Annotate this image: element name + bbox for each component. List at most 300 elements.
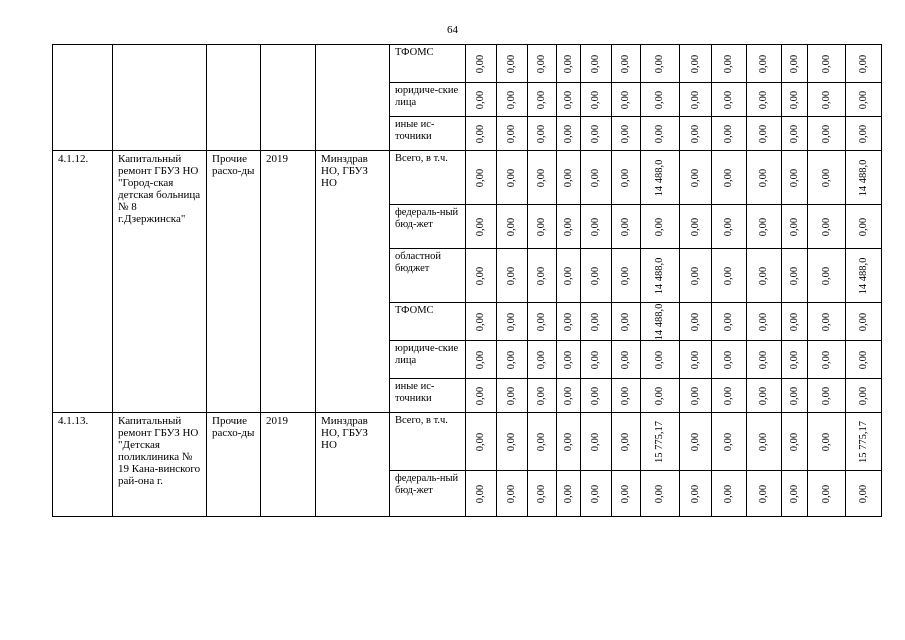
value-text: 14 488,0 — [857, 159, 869, 196]
value-cell — [557, 249, 581, 303]
value-cell — [747, 151, 782, 205]
value-cell — [557, 471, 581, 517]
value-text: 0,00 — [723, 90, 734, 109]
value-cell — [466, 45, 497, 83]
value-text: 0,00 — [788, 168, 800, 187]
value-text: 0,00 — [820, 484, 832, 503]
value-cell — [712, 379, 747, 413]
value-cell — [846, 83, 882, 117]
value-text: 0,00 — [475, 90, 486, 109]
value-cell — [528, 303, 557, 341]
value-text: 0,00 — [506, 484, 517, 503]
value-cell — [782, 117, 808, 151]
value-cell — [846, 249, 882, 303]
value-text: 0,00 — [620, 54, 631, 73]
value-text: 0,00 — [820, 266, 832, 285]
value-text: 0,00 — [820, 312, 832, 331]
value-cell — [581, 379, 612, 413]
value-cell — [557, 83, 581, 117]
value-text: 0,00 — [654, 90, 665, 109]
value-cell — [497, 341, 528, 379]
value-text: 0,00 — [590, 266, 601, 285]
value-text: 0,00 — [620, 312, 631, 331]
value-text: 0,00 — [506, 124, 517, 143]
value-text: 0,00 — [536, 386, 547, 405]
funding-source-cell: ТФОМС — [390, 45, 466, 83]
value-cell — [808, 379, 846, 413]
value-text: 0,00 — [689, 350, 701, 369]
value-text: 15 775,17 — [857, 420, 869, 463]
value-text: 0,00 — [689, 90, 701, 109]
value-cell — [466, 83, 497, 117]
value-text: 0,00 — [506, 350, 517, 369]
value-cell — [846, 303, 882, 341]
value-cell — [846, 341, 882, 379]
value-text: 14 488,0 — [654, 159, 665, 196]
item-year-cell: 2019 — [261, 413, 316, 517]
value-text: 0,00 — [506, 217, 517, 236]
value-cell — [466, 379, 497, 413]
value-text: 0,00 — [820, 217, 832, 236]
value-cell — [712, 83, 747, 117]
value-cell — [680, 379, 712, 413]
value-cell — [680, 413, 712, 471]
value-cell — [581, 303, 612, 341]
value-text: 0,00 — [723, 432, 734, 451]
value-cell — [747, 413, 782, 471]
value-text: 0,00 — [620, 90, 631, 109]
value-cell — [497, 249, 528, 303]
value-text: 0,00 — [475, 350, 486, 369]
value-text: 0,00 — [536, 432, 547, 451]
value-text: 0,00 — [475, 386, 486, 405]
value-text: 0,00 — [723, 386, 734, 405]
value-text: 0,00 — [857, 484, 869, 503]
value-text: 0,00 — [788, 386, 800, 405]
value-text: 0,00 — [506, 90, 517, 109]
value-cell — [612, 117, 641, 151]
value-cell — [808, 471, 846, 517]
value-text: 0,00 — [654, 484, 665, 503]
value-text: 0,00 — [857, 90, 869, 109]
value-cell — [808, 341, 846, 379]
value-text: 0,00 — [857, 217, 869, 236]
value-text: 0,00 — [788, 312, 800, 331]
value-cell — [612, 45, 641, 83]
funding-source-cell: Всего, в т.ч. — [390, 413, 466, 471]
value-cell — [466, 205, 497, 249]
value-cell — [680, 83, 712, 117]
value-cell — [612, 413, 641, 471]
value-text: 0,00 — [820, 386, 832, 405]
value-cell — [680, 117, 712, 151]
value-cell — [712, 249, 747, 303]
value-text: 0,00 — [536, 168, 547, 187]
value-cell — [680, 205, 712, 249]
value-cell — [497, 413, 528, 471]
value-cell — [557, 45, 581, 83]
item-executor-cell — [316, 45, 390, 151]
value-text: 0,00 — [788, 432, 800, 451]
value-text: 0,00 — [475, 312, 486, 331]
value-cell — [557, 413, 581, 471]
value-cell — [612, 205, 641, 249]
funding-source-cell: юридиче-ские лица — [390, 341, 466, 379]
value-cell — [680, 303, 712, 341]
value-cell — [497, 45, 528, 83]
value-cell — [712, 341, 747, 379]
value-text: 0,00 — [620, 484, 631, 503]
value-text: 0,00 — [562, 350, 574, 369]
value-text: 0,00 — [506, 312, 517, 331]
value-text: 0,00 — [620, 124, 631, 143]
value-text: 0,00 — [536, 484, 547, 503]
value-cell — [612, 379, 641, 413]
value-text: 0,00 — [857, 386, 869, 405]
funding-source-cell: областной бюджет — [390, 249, 466, 303]
value-cell — [712, 45, 747, 83]
value-cell — [808, 151, 846, 205]
value-cell — [557, 151, 581, 205]
value-text: 0,00 — [562, 168, 574, 187]
value-cell — [497, 379, 528, 413]
funding-source-cell: юридиче-ские лица — [390, 83, 466, 117]
value-cell — [581, 117, 612, 151]
value-text: 0,00 — [857, 350, 869, 369]
item-number-cell: 4.1.12. — [53, 151, 113, 413]
value-cell — [581, 45, 612, 83]
value-cell — [641, 205, 680, 249]
value-cell — [747, 341, 782, 379]
funding-source-cell: иные ис-точники — [390, 117, 466, 151]
value-text: 0,00 — [788, 54, 800, 73]
value-cell — [782, 413, 808, 471]
value-cell — [528, 205, 557, 249]
value-text: 0,00 — [562, 217, 574, 236]
table-row — [53, 45, 882, 83]
value-cell — [712, 205, 747, 249]
value-cell — [528, 379, 557, 413]
value-text: 0,00 — [788, 266, 800, 285]
value-cell — [466, 117, 497, 151]
value-cell — [641, 45, 680, 83]
value-text: 0,00 — [590, 54, 601, 73]
value-cell — [641, 151, 680, 205]
value-text: 0,00 — [562, 386, 574, 405]
value-text: 0,00 — [562, 312, 574, 331]
value-text: 0,00 — [689, 386, 701, 405]
value-text: 0,00 — [689, 217, 701, 236]
value-text: 0,00 — [689, 312, 701, 331]
value-cell — [808, 303, 846, 341]
value-cell — [641, 471, 680, 517]
value-text: 0,00 — [723, 217, 734, 236]
table-row — [53, 151, 882, 205]
value-cell — [680, 151, 712, 205]
value-text: 14 488,0 — [654, 257, 665, 294]
item-type-cell: Прочие расхо-ды — [207, 151, 261, 413]
value-cell — [466, 303, 497, 341]
value-text: 0,00 — [820, 350, 832, 369]
value-text: 0,00 — [536, 217, 547, 236]
value-cell — [581, 341, 612, 379]
value-cell — [846, 379, 882, 413]
value-cell — [747, 471, 782, 517]
value-cell — [466, 249, 497, 303]
value-cell — [747, 379, 782, 413]
value-cell — [782, 471, 808, 517]
value-text: 0,00 — [620, 266, 631, 285]
value-cell — [846, 45, 882, 83]
value-cell — [581, 471, 612, 517]
value-text: 0,00 — [758, 217, 769, 236]
value-cell — [528, 83, 557, 117]
value-cell — [612, 303, 641, 341]
value-cell — [466, 151, 497, 205]
value-cell — [680, 471, 712, 517]
value-cell — [581, 205, 612, 249]
value-text: 0,00 — [857, 312, 869, 331]
value-cell — [528, 117, 557, 151]
value-text: 0,00 — [590, 432, 601, 451]
value-text: 0,00 — [506, 54, 517, 73]
value-text: 0,00 — [620, 432, 631, 451]
value-cell — [497, 83, 528, 117]
value-text: 0,00 — [689, 124, 701, 143]
value-text: 0,00 — [723, 350, 734, 369]
value-cell — [528, 341, 557, 379]
value-cell — [808, 83, 846, 117]
value-cell — [680, 45, 712, 83]
value-cell — [612, 341, 641, 379]
value-cell — [712, 471, 747, 517]
value-text: 0,00 — [475, 54, 486, 73]
value-text: 0,00 — [590, 217, 601, 236]
value-cell — [528, 471, 557, 517]
value-text: 0,00 — [758, 266, 769, 285]
value-text: 0,00 — [723, 312, 734, 331]
item-executor-cell: Минздрав НО, ГБУЗ НО — [316, 151, 390, 413]
value-cell — [528, 249, 557, 303]
value-text: 0,00 — [654, 124, 665, 143]
value-cell — [712, 413, 747, 471]
value-cell — [747, 303, 782, 341]
value-text: 0,00 — [820, 432, 832, 451]
value-cell — [641, 413, 680, 471]
value-cell — [747, 83, 782, 117]
value-cell — [747, 205, 782, 249]
value-text: 0,00 — [536, 54, 547, 73]
value-text: 0,00 — [590, 350, 601, 369]
value-cell — [641, 83, 680, 117]
value-cell — [846, 471, 882, 517]
value-text: 0,00 — [654, 217, 665, 236]
value-text: 0,00 — [475, 266, 486, 285]
value-text: 0,00 — [758, 312, 769, 331]
value-cell — [712, 151, 747, 205]
value-cell — [528, 151, 557, 205]
value-text: 0,00 — [590, 168, 601, 187]
value-cell — [497, 471, 528, 517]
value-text: 0,00 — [590, 312, 601, 331]
value-cell — [497, 303, 528, 341]
item-id-cell — [53, 45, 113, 151]
value-text: 0,00 — [820, 124, 832, 143]
value-text: 0,00 — [689, 266, 701, 285]
value-text: 0,00 — [723, 484, 734, 503]
value-text: 0,00 — [723, 168, 734, 187]
value-cell — [466, 341, 497, 379]
value-text: 0,00 — [758, 432, 769, 451]
value-text: 0,00 — [620, 386, 631, 405]
value-cell — [612, 471, 641, 517]
value-cell — [747, 117, 782, 151]
value-text: 0,00 — [788, 484, 800, 503]
value-text: 0,00 — [506, 266, 517, 285]
funding-source-cell: Всего, в т.ч. — [390, 151, 466, 205]
value-cell — [782, 341, 808, 379]
value-text: 0,00 — [590, 484, 601, 503]
value-cell — [612, 151, 641, 205]
value-cell — [581, 83, 612, 117]
value-text: 0,00 — [536, 266, 547, 285]
value-cell — [557, 341, 581, 379]
value-cell — [846, 117, 882, 151]
funding-source-cell: федераль-ный бюд-жет — [390, 205, 466, 249]
value-cell — [782, 303, 808, 341]
value-text: 0,00 — [562, 266, 574, 285]
value-cell — [557, 379, 581, 413]
value-cell — [808, 413, 846, 471]
value-text: 0,00 — [758, 54, 769, 73]
value-cell — [846, 413, 882, 471]
value-text: 0,00 — [590, 90, 601, 109]
value-cell — [557, 205, 581, 249]
value-text: 14 488,0 — [654, 303, 665, 340]
value-cell — [846, 151, 882, 205]
item-name-cell: Капитальный ремонт ГБУЗ НО "Город-ская детская больница № 8 г.Дзержинска" — [113, 151, 207, 413]
value-text: 0,00 — [536, 312, 547, 331]
value-text: 0,00 — [758, 386, 769, 405]
value-cell — [641, 303, 680, 341]
value-cell — [747, 45, 782, 83]
value-cell — [641, 117, 680, 151]
value-text: 0,00 — [820, 90, 832, 109]
table-body — [53, 45, 882, 517]
budget-table — [52, 44, 882, 517]
value-text: 0,00 — [654, 350, 665, 369]
value-text: 0,00 — [788, 350, 800, 369]
value-text: 0,00 — [857, 54, 869, 73]
value-text: 0,00 — [562, 90, 574, 109]
value-cell — [497, 205, 528, 249]
value-text: 0,00 — [506, 432, 517, 451]
value-cell — [808, 205, 846, 249]
value-cell — [712, 303, 747, 341]
value-text: 0,00 — [758, 484, 769, 503]
value-cell — [557, 303, 581, 341]
funding-source-cell: иные ис-точники — [390, 379, 466, 413]
value-text: 0,00 — [788, 90, 800, 109]
value-text: 0,00 — [620, 168, 631, 187]
value-text: 14 488,0 — [857, 257, 869, 294]
value-cell — [782, 205, 808, 249]
value-text: 0,00 — [475, 168, 486, 187]
value-text: 0,00 — [758, 90, 769, 109]
funding-source-cell: ТФОМС — [390, 303, 466, 341]
value-text: 0,00 — [654, 54, 665, 73]
value-text: 0,00 — [723, 124, 734, 143]
value-text: 0,00 — [689, 54, 701, 73]
value-cell — [466, 413, 497, 471]
value-text: 0,00 — [820, 168, 832, 187]
value-cell — [612, 83, 641, 117]
value-text: 0,00 — [536, 124, 547, 143]
value-cell — [712, 117, 747, 151]
value-text: 0,00 — [562, 432, 574, 451]
value-cell — [782, 45, 808, 83]
value-cell — [528, 413, 557, 471]
item-number-cell: 4.1.13. — [53, 413, 113, 517]
value-cell — [581, 249, 612, 303]
value-cell — [782, 379, 808, 413]
item-name-cell — [113, 45, 207, 151]
value-text: 0,00 — [788, 124, 800, 143]
value-text: 0,00 — [758, 124, 769, 143]
value-text: 0,00 — [475, 217, 486, 236]
value-text: 0,00 — [506, 386, 517, 405]
value-text: 0,00 — [689, 168, 701, 187]
value-text: 0,00 — [536, 90, 547, 109]
item-type-cell — [207, 45, 261, 151]
value-text: 0,00 — [590, 124, 601, 143]
value-text: 0,00 — [723, 266, 734, 285]
value-cell — [808, 45, 846, 83]
item-type-cell: Прочие расхо-ды — [207, 413, 261, 517]
value-text: 0,00 — [506, 168, 517, 187]
value-cell — [680, 249, 712, 303]
value-text: 0,00 — [857, 124, 869, 143]
value-text: 0,00 — [562, 54, 574, 73]
value-cell — [497, 117, 528, 151]
value-text: 0,00 — [475, 124, 486, 143]
value-text: 0,00 — [788, 217, 800, 236]
value-cell — [782, 249, 808, 303]
value-cell — [782, 83, 808, 117]
value-text: 0,00 — [758, 168, 769, 187]
item-year-cell: 2019 — [261, 151, 316, 413]
item-executor-cell: Минздрав НО, ГБУЗ НО — [316, 413, 390, 517]
value-cell — [528, 45, 557, 83]
value-text: 0,00 — [689, 432, 701, 451]
value-cell — [612, 249, 641, 303]
value-cell — [557, 117, 581, 151]
value-cell — [641, 249, 680, 303]
value-cell — [641, 341, 680, 379]
funding-source-cell: федераль-ный бюд-жет — [390, 471, 466, 517]
value-text: 0,00 — [475, 432, 486, 451]
table-row — [53, 413, 882, 471]
page-number: 64 — [447, 24, 458, 36]
value-cell — [466, 471, 497, 517]
value-text: 0,00 — [475, 484, 486, 503]
value-cell — [581, 413, 612, 471]
value-cell — [808, 249, 846, 303]
value-cell — [581, 151, 612, 205]
value-cell — [497, 151, 528, 205]
value-text: 0,00 — [723, 54, 734, 73]
value-text: 0,00 — [758, 350, 769, 369]
